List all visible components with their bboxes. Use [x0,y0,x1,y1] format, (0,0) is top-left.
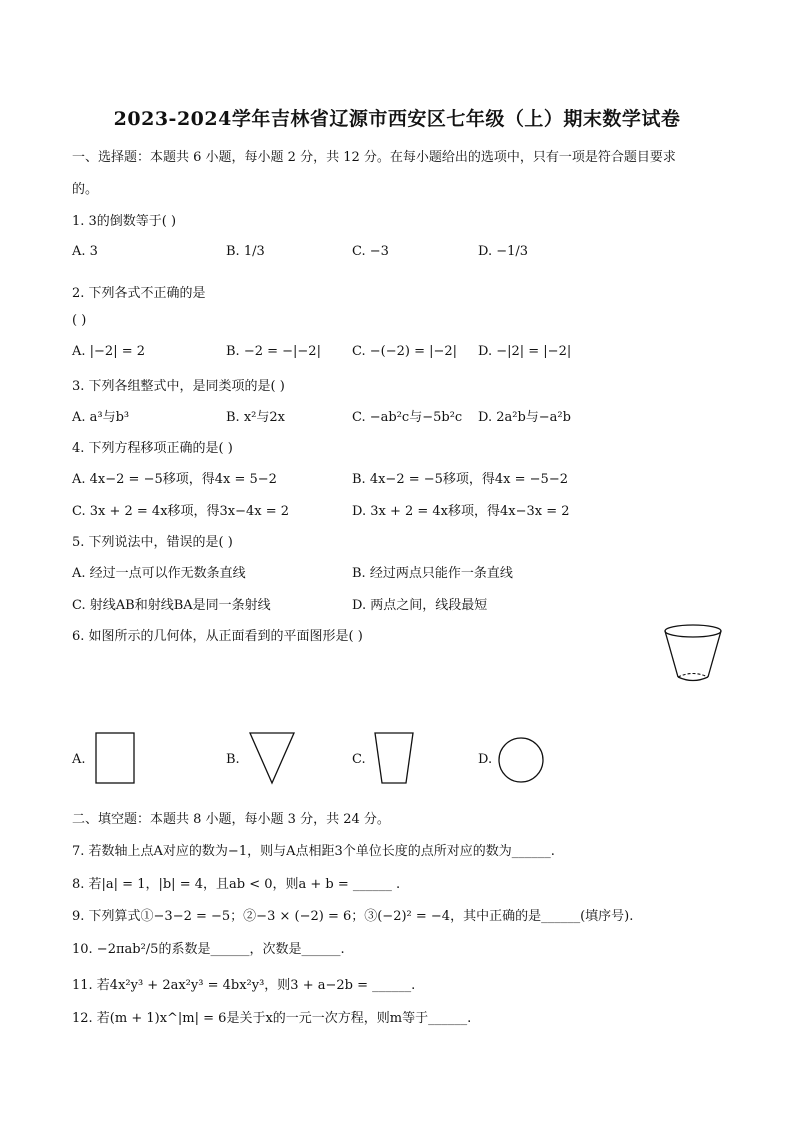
section-2-heading: 二、填空题：本题共 8 小题，每小题 3 分，共 24 分。 [72,812,390,827]
question-5-stem: 5. 下列说法中，错误的是( ) [72,535,233,550]
exam-title: 2023-2024学年吉林省辽源市西安区七年级（上）期末数学试卷 [113,108,681,130]
question-12: 12. 若(m + 1)x^|m| = 6是关于x的一元一次方程，则m等于______. [72,1011,472,1026]
question-3-stem: 3. 下列各组整式中，是同类项的是( ) [72,379,285,394]
question-3-option-b: B. x²与2x [226,410,285,425]
question-4-option-d: D. 3x + 2 = 4x移项，得4x−3x = 2 [352,504,570,519]
question-1-stem: 1. 3的倒数等于( ) [72,214,177,229]
question-6-stem: 6. 如图所示的几何体，从正面看到的平面图形是( ) [72,629,363,644]
question-9: 9. 下列算式①−3−2 = −5；②−3 × (−2) = 6；③(−2)² = −4，其中正确的是______(填序号). [72,909,634,924]
rectangle-shape [94,731,136,785]
question-2-option-b: B. −2 = −|−2| [226,344,321,359]
section-1-heading: 一、选择题：本题共 6 小题，每小题 2 分，共 12 分。在每小题给出的选项中，只有一项是符合题目要求 [72,150,676,165]
question-2-option-a: A. |−2| = 2 [72,344,146,359]
question-1-option-a: A. 3 [72,244,98,259]
question-3-option-d: D. 2a²b与−a²b [478,410,571,425]
question-2-paren: ( ) [72,313,87,328]
question-1-option-c: C. −3 [352,244,389,259]
circle-shape [496,735,546,785]
question-2-option-c: C. −(−2) = |−2| [352,344,458,359]
question-6-option-c-label: C. [352,752,366,767]
question-7: 7. 若数轴上点A对应的数为−1，则与A点相距3个单位长度的点所对应的数为______. [72,844,555,859]
trapezoid-shape [373,731,415,785]
cup-solid-figure [660,620,726,688]
question-4-option-c: C. 3x + 2 = 4x移项，得3x−4x = 2 [72,504,290,519]
question-4-option-b: B. 4x−2 = −5移项，得4x = −5−2 [352,472,568,487]
question-10: 10. −2πab²/5的系数是______，次数是______. [72,942,345,957]
question-8: 8. 若|a| = 1，|b| = 4，且ab < 0，则a + b = ______ . [72,877,401,892]
question-3-option-a: A. a³与b³ [72,410,130,425]
question-2-stem: 2. 下列各式不正确的是 [72,286,206,301]
question-11: 11. 若4x²y³ + 2ax²y³ = 4bx²y³，则3 + a−2b = ______. [72,978,416,993]
question-2-option-d: D. −|2| = |−2| [478,344,572,359]
triangle-shape [248,731,296,785]
question-1-option-d: D. −1/3 [478,244,529,259]
question-4-stem: 4. 下列方程移项正确的是( ) [72,441,233,456]
question-5-option-b: B. 经过两点只能作一条直线 [352,566,513,581]
question-6-option-a-label: A. [72,752,86,767]
question-4-option-a: A. 4x−2 = −5移项，得4x = 5−2 [72,472,277,487]
question-5-option-d: D. 两点之间，线段最短 [352,598,488,613]
question-6-option-d-label: D. [478,752,493,767]
question-5-option-a: A. 经过一点可以作无数条直线 [72,566,246,581]
question-3-option-c: C. −ab²c与−5b²c [352,410,463,425]
section-1-heading-cont: 的。 [72,182,99,197]
question-6-option-b-label: B. [226,752,240,767]
question-5-option-c: C. 射线AB和射线BA是同一条射线 [72,598,271,613]
question-1-option-b: B. 1/3 [226,244,265,259]
